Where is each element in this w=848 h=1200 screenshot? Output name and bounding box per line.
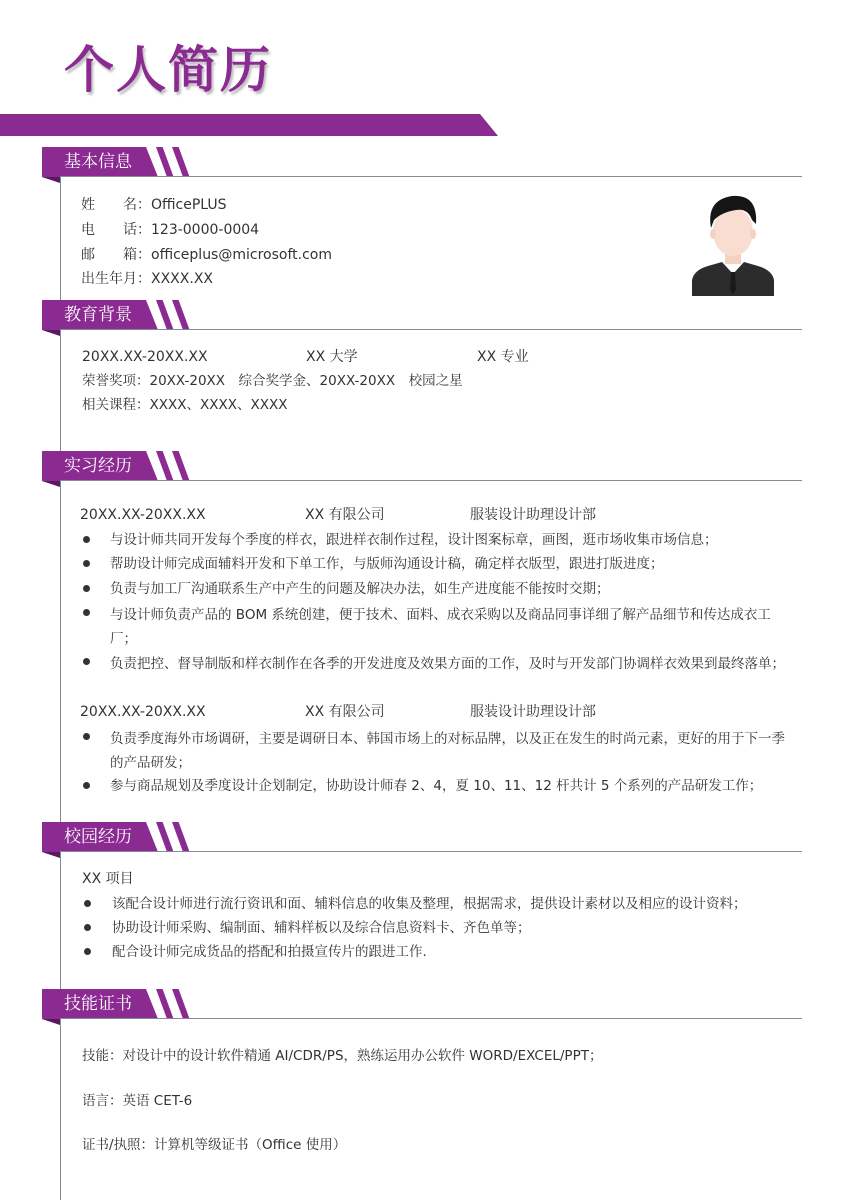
list-item: 协助设计师采购、编制面、辅料样板以及综合信息资料卡、齐色单等； — [112, 920, 531, 936]
section-stripe — [156, 822, 174, 852]
list-item: 与设计师共同开发每个季度的样衣，跟进样衣制作过程，设计图案标章，画图，逛市场收集市场信息； — [110, 532, 718, 548]
bullet-icon — [83, 609, 90, 616]
section-stripe — [172, 451, 190, 481]
campus-project: XX 项目 — [82, 871, 134, 887]
section-stripe — [156, 147, 174, 177]
list-item: 与设计师负责产品的 BOM 系统创建，便于技术、面料、成衣采购以及商品同事详细了解产品细节和传达成衣工厂； — [110, 607, 771, 647]
phone-value: 123-0000-0004 — [151, 222, 260, 238]
list-item: 负责季度海外市场调研，主要是调研日本、韩国市场上的对标品牌，以及正在发生的时尚元素，更好的用于下一季的产品研发； — [110, 731, 785, 771]
email-row — [81, 245, 332, 265]
bullet-icon — [84, 900, 91, 907]
bullet-icon — [83, 585, 90, 592]
job1-position: 服装设计助理设计部 — [470, 507, 596, 523]
section-stripe — [172, 300, 190, 330]
email-label: 邮 箱： — [81, 247, 151, 263]
skills-certificate: 证书/执照：计算机等级证书（Office 使用） — [82, 1137, 347, 1153]
section-fold — [42, 481, 60, 487]
skills-software: 技能：对设计中的设计软件精通 AI/CDR/PS，熟练运用办公软件 WORD/EXCEL/PPT； — [82, 1048, 603, 1064]
section-divider — [60, 480, 802, 481]
job2-period: 20XX.XX-20XX.XX — [80, 704, 206, 720]
education-period: 20XX.XX-20XX.XX — [82, 349, 208, 365]
bullet-icon — [83, 658, 90, 665]
page-title: 个人简历 — [64, 41, 272, 99]
job1-period: 20XX.XX-20XX.XX — [80, 507, 206, 523]
title-band — [0, 114, 498, 136]
section-stripe — [156, 451, 174, 481]
section-stripe — [156, 300, 174, 330]
section-title: 技能证书 — [64, 994, 132, 1014]
section-fold — [42, 330, 60, 336]
section-fold — [42, 1019, 60, 1025]
phone-row — [81, 220, 259, 240]
education-courses: 相关课程：XXXX、XXXX、XXXX — [82, 397, 288, 413]
birth-label: 出生年月： — [81, 271, 151, 287]
email-value: officeplus@microsoft.com — [151, 247, 332, 263]
education-school: XX 大学 — [306, 349, 358, 365]
job2-company: XX 有限公司 — [305, 704, 385, 720]
section-divider — [60, 851, 802, 852]
skills-language: 语言：英语 CET-6 — [82, 1093, 193, 1109]
section-stripe — [172, 147, 190, 177]
name-label: 姓 名： — [81, 197, 151, 213]
section-fold — [42, 177, 60, 183]
section-title: 实习经历 — [64, 456, 132, 476]
section-header-internship — [42, 451, 804, 489]
section-header-basic — [42, 147, 804, 185]
job2-position: 服装设计助理设计部 — [470, 704, 596, 720]
education-honors: 荣誉奖项：20XX-20XX 综合奖学金、20XX-20XX 校园之星 — [82, 373, 463, 389]
education-major: XX 专业 — [477, 349, 529, 365]
section-header-skills — [42, 989, 804, 1027]
section-header-education — [42, 300, 804, 338]
section-title: 校园经历 — [64, 827, 132, 847]
section-divider — [60, 329, 802, 330]
bullet-icon — [83, 733, 90, 740]
list-item: 负责把控、督导制版和样衣制作在各季的开发进度及效果方面的工作，及时与开发部门协调样衣效果到最终落单； — [110, 656, 785, 672]
bullet-icon — [83, 560, 90, 567]
section-stripe — [156, 989, 174, 1019]
birth-value: XXXX.XX — [151, 271, 213, 287]
bullet-icon — [84, 924, 91, 931]
section-stripe — [172, 989, 190, 1019]
section-header-campus — [42, 822, 804, 860]
section-divider — [60, 176, 802, 177]
birth-row — [81, 269, 213, 289]
list-item: 帮助设计师完成面辅料开发和下单工作，与版师沟通设计稿，确定样衣版型，跟进打版进度； — [110, 556, 664, 572]
avatar-icon — [692, 190, 774, 296]
section-stripe — [172, 822, 190, 852]
section-divider — [60, 1018, 802, 1019]
job1-company: XX 有限公司 — [305, 507, 385, 523]
name-row — [81, 195, 227, 215]
name-value: OfficePLUS — [151, 197, 227, 213]
list-item: 负责与加工厂沟通联系生产中产生的问题及解决办法，如生产进度能不能按时交期； — [110, 581, 610, 597]
list-item: 配合设计师完成货品的搭配和拍摄宣传片的跟进工作. — [112, 944, 427, 960]
bullet-icon — [83, 536, 90, 543]
section-fold — [42, 852, 60, 858]
list-item: 参与商品规划及季度设计企划制定，协助设计师春 2、4，夏 10、11、12 杆共计 5 个系列的产品研发工作； — [110, 778, 763, 794]
section-title: 基本信息 — [64, 152, 132, 172]
bullet-icon — [83, 782, 90, 789]
phone-label: 电 话： — [81, 222, 151, 238]
list-item: 该配合设计师进行流行资讯和面、辅料信息的收集及整理，根据需求，提供设计素材以及相应的设计资料； — [112, 896, 747, 912]
section-title: 教育背景 — [64, 305, 132, 325]
bullet-icon — [84, 948, 91, 955]
